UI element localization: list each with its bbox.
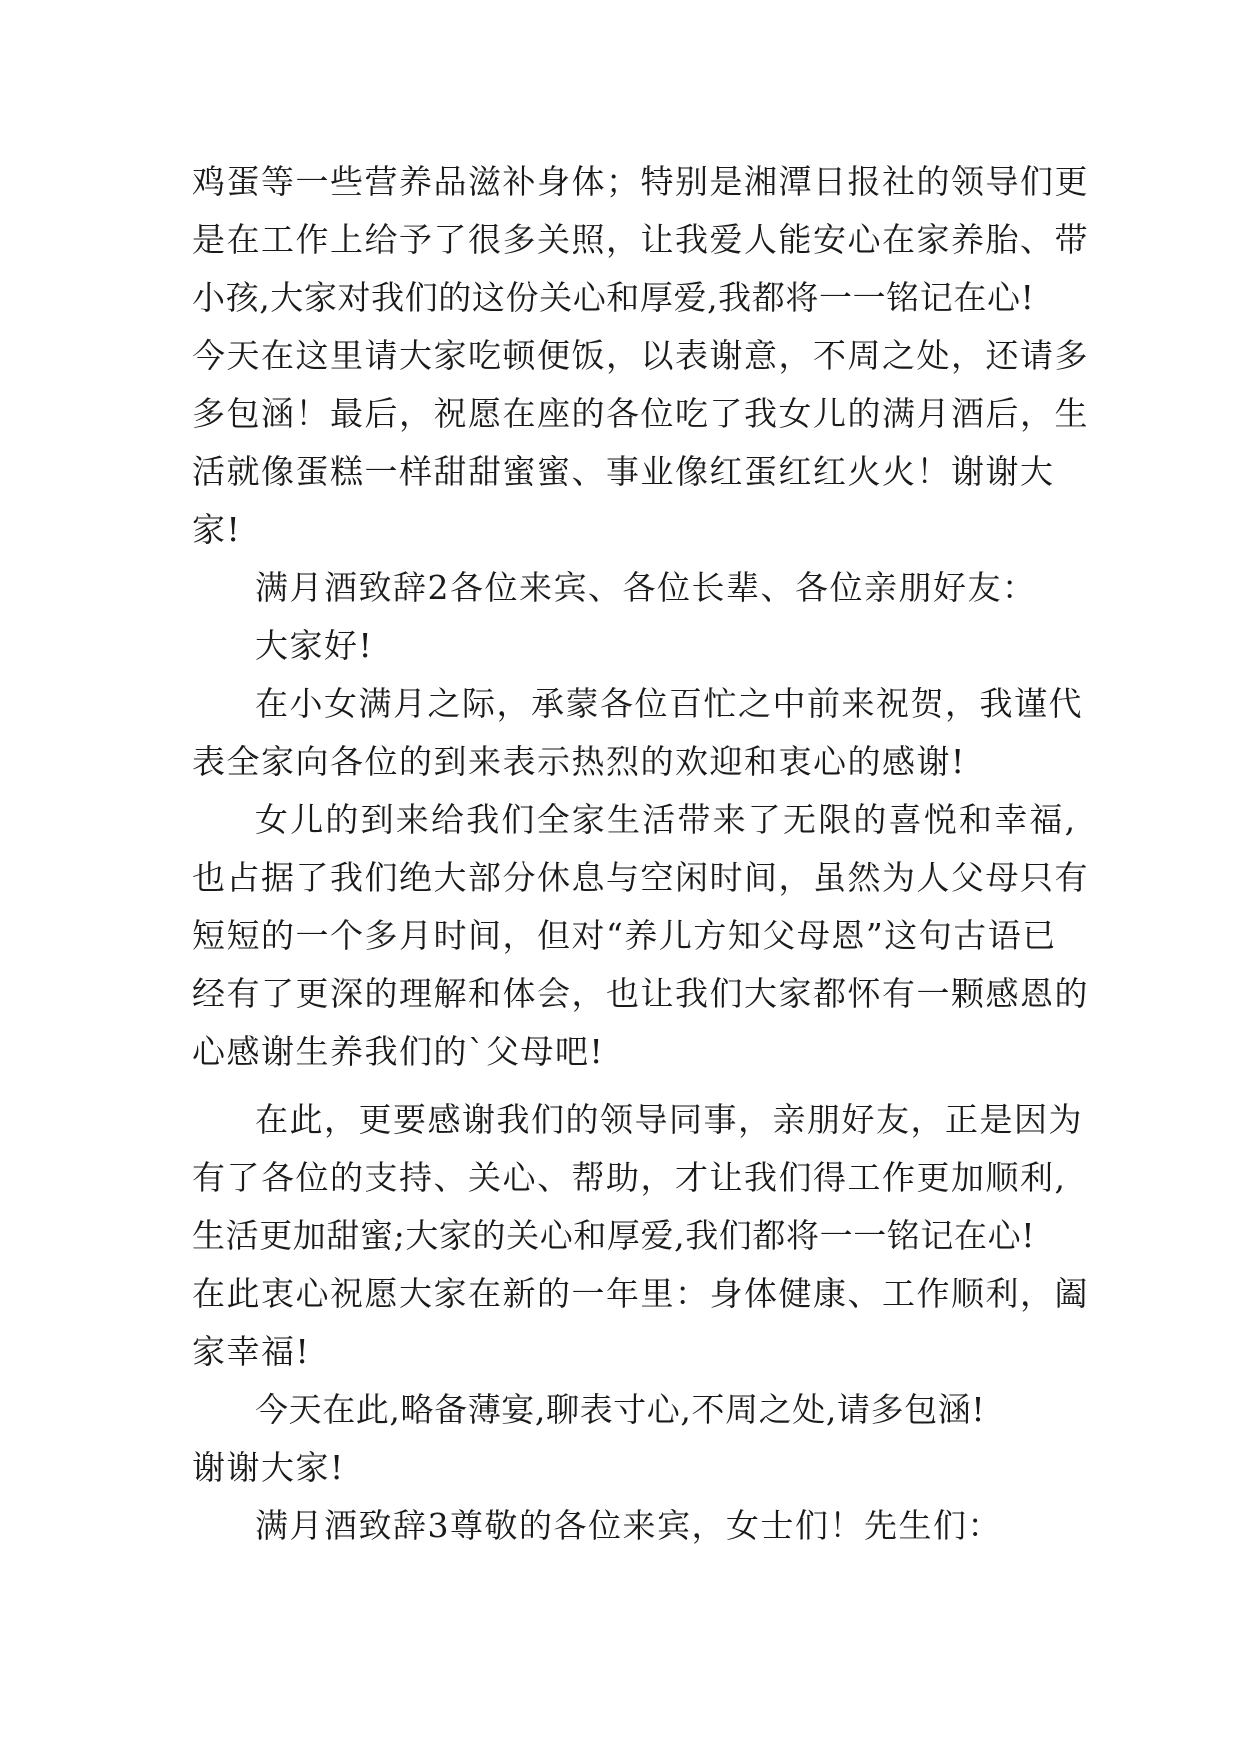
text-line: 是在工作上给予了很多关照，让我爱人能安心在家养胎、带 bbox=[192, 220, 1089, 259]
text-line: 家幸福! bbox=[192, 1332, 311, 1371]
text-line: 在此，更要感谢我们的领导同事，亲朋好友，正是因为 bbox=[255, 1100, 1083, 1139]
text-line: 活就像蛋糕一样甜甜蜜蜜、事业像红蛋红红火火！谢谢大 bbox=[192, 452, 1055, 491]
text-line: 今天在这里请大家吃顿便饭，以表谢意，不周之处，还请多 bbox=[192, 336, 1089, 375]
text-line: 表全家向各位的到来表示热烈的欢迎和衷心的感谢! bbox=[192, 742, 966, 781]
text-line: 在小女满月之际，承蒙各位百忙之中前来祝贺，我谨代 bbox=[255, 684, 1083, 723]
text-line: 女儿的到来给我们全家生活带来了无限的喜悦和幸福, bbox=[255, 800, 1078, 839]
text-line: 在此衷心祝愿大家在新的一年里：身体健康、工作顺利，阖 bbox=[192, 1274, 1089, 1313]
text-line: 经有了更深的理解和体会，也让我们大家都怀有一颗感恩的 bbox=[192, 974, 1089, 1013]
text-line: 鸡蛋等一些营养品滋补身体；特别是湘潭日报社的领导们更 bbox=[192, 162, 1089, 201]
text-line: 心感谢生养我们的`父母吧! bbox=[192, 1032, 605, 1071]
section-heading: 满月酒致辞2各位来宾、各位长辈、各位亲朋好友： bbox=[255, 568, 1037, 607]
text-line: 多包涵！最后，祝愿在座的各位吃了我女儿的满月酒后，生 bbox=[192, 394, 1089, 433]
text-line: 有了各位的支持、关心、帮助，才让我们得工作更加顺利, bbox=[192, 1158, 1067, 1197]
text-line: 也占据了我们绝大部分休息与空闲时间，虽然为人父母只有 bbox=[192, 858, 1089, 897]
text-line: 小孩,大家对我们的这份关心和厚爱,我都将一一铭记在心! bbox=[192, 278, 1035, 317]
text-line: 短短的一个多月时间，但对“养儿方知父母恩”这句古语已 bbox=[192, 916, 1057, 955]
text-line: 谢谢大家! bbox=[192, 1448, 345, 1487]
text-line: 今天在此,略备薄宴,聊表寸心,不周之处,请多包涵! bbox=[255, 1390, 986, 1429]
section-heading: 满月酒致辞3尊敬的各位来宾，女士们！先生们： bbox=[255, 1506, 1002, 1545]
text-line: 家! bbox=[192, 510, 242, 549]
greeting-line: 大家好! bbox=[255, 626, 374, 665]
text-line: 生活更加甜蜜;大家的关心和厚爱,我们都将一一铭记在心! bbox=[192, 1216, 1036, 1255]
